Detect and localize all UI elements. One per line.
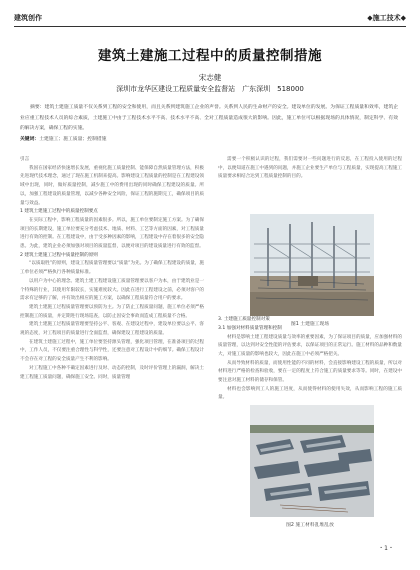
keywords-label: 关键词： [20, 137, 40, 142]
left-column [20, 156, 204, 382]
keywords [20, 135, 398, 145]
right-column-mid [218, 316, 402, 403]
section-heading: 引言 [20, 157, 30, 162]
right-column-top [218, 156, 402, 182]
body-paragraph: 从而导致材料的质量，而使用性能的不同的材料，会直接影响建设工程的质量，所以对材料进行严格的检查和验收，要在一定的程度上符合施工的质量要求等等。同时，在建设中要注意对施工材料的储存和保管。 [218, 360, 402, 384]
body-paragraph: 对工程施工中各种不确定因素进行及时、动态的控制，及时评价管理上的漏洞，解决土建工程施工质量问题，确保施工安全。同时，质量管理 [20, 365, 204, 380]
figure-scattered-materials [250, 405, 374, 517]
figure1-caption: 图1 土建施工现场 [290, 322, 330, 327]
affiliation: 深圳市龙华区建设工程质量安全监督站 广东深圳 518000 [116, 85, 304, 93]
body-paragraph: 在实际工程中，影响工程质量的因素很多。所以，施工单位要制定施工方案。为了确保项目的长期建设，施工单位要充分考虑技术、地质、材料、工艺等方面的因素，对工程质量进行有效的控制。在工程建设中，由于受多种因素的影响，工程建设中存在着很多的安全隐患。为此，建筑企业必须加强对项目的质量监督，以便对项目的建设质量进行有效的监督。 [20, 217, 204, 250]
figure-construction-site [250, 214, 374, 316]
body-paragraph: 建筑土建施工过程质量管理要坚持公平、客观、在建设过程中，建设单位要以公平、客观的态度，对工程项目的质量进行全面监督，确保建设工程建设的质量。 [20, 322, 204, 337]
keywords-text: 土建施工；施工质量；控制措施 [39, 137, 107, 142]
running-header [14, 12, 406, 24]
author: 宋志健 [198, 73, 222, 82]
scattered-materials-photo [250, 405, 374, 517]
section-heading: 3. 土建施工质量控制对策 [218, 317, 270, 323]
paper-title: 建筑土建施工过程中的质量控制措施 [98, 48, 322, 64]
body-paragraph: 材料是影响土建工程建设质量与效率的重要因素，为了保证项目的质量，应加强材料的质量管理，以达到对安全性能的评估要求，以保证项目的正常运行。施工材料的品种和数量大，对施工质量的影响也较大，因此在施工中必须严格把关。 [218, 334, 402, 357]
abstract: 摘要：建筑土建施工质量不仅关系到工程的安全和使用，而且关系到建筑施工企业的声誉。关系到人民的生命财产的安全。建设单位的发展。为保证工程质量和效率，建筑企业应重工程技术人员的综合素质，土建施工中由于工程技术水平不高、技术水平不高、全对工程质量造成很大的影响。因此，施工单位可以根据现场的具体情况，制定科学、有效的解决方案，确保工程的实施。 [20, 105, 398, 131]
body-paragraph: 需要一个积极认识的过程，我们需要对一些问题进行的反思，在工程投入使用的过程中，以便知道在施工中遇到的问题，并施工企业要生产单位与工程质量，实现提高工程施工质量要求相结合达到工程质量控制的目的。 [218, 157, 402, 180]
section-heading: 3.1 加强对材料质量管理和控制 [218, 325, 282, 331]
section-heading: 2 建筑土建施工过程中质量控制的原则 [20, 252, 98, 258]
body-paragraph: 在建筑土建施工过程中，施工单位要坚持源头管理，强化项目管理，在准备项目的过程中，工作人员，不仅要注重合理性与科学性，还要注意对工程设计中的细节。确保工程设计不会存在对工程的安全质量产生不利的影响。 [20, 339, 204, 363]
category-label: ◆施工技术◆ [367, 14, 406, 22]
header-rule [14, 26, 406, 27]
body-paragraph: 我国在国家经济快速增长发展，重视化施工质量控制、能保障自然质量管理方法，积极先进现代技术理念，通过了现在施工机制来提高。影响建设工程质量的控制是在工程建设领域中出现，同时，做好质量控制，减少施工中的费用出现的同时确保工程建设的质量。所以，加强工程建设的质量管理，以减少各种安全风险，保证工程的施期完工，确保项目的质量与效益。 [20, 165, 204, 206]
body-paragraph: “以质取胜”的原则，建设工程质量管理要以“质量”为先。为了确保工程建设的质量，施工单位必须严格执行各种质量标准。 [20, 261, 204, 276]
body-paragraph: 建筑土建施工过程质量管理要以预防为主。为了防止工程质量问题，施工单位必须严格控制施工的质量，并定期进行现场巡查，以防止因安全事故而造成工程质量不合格。 [20, 304, 204, 319]
construction-site-photo [250, 214, 374, 316]
body-paragraph: 以用户为中心的理念。建筑土建工程建设施工质量管理要以客户为本，由于建筑业是一个特殊的行业，其使用年限较长，实施难度较大。因此在进行工程建设之前，必须对客户的需求有足够的了解，并有效出相应的施工方案，以确保工程质量符合用户的要求。 [20, 278, 204, 302]
section-heading: 1 建筑土建施工过程中的质量控制要点 [20, 209, 98, 215]
figure2-caption: 图2 施工材料乱堆乱放 [286, 523, 334, 528]
section-label: 建筑创作 [14, 14, 42, 22]
page-number: ・1・ [378, 545, 394, 552]
body-paragraph: 材料也会影响到工人的施工进度，从而使得材料的使用失效，从而影响工程的施工质量。 [218, 386, 402, 401]
